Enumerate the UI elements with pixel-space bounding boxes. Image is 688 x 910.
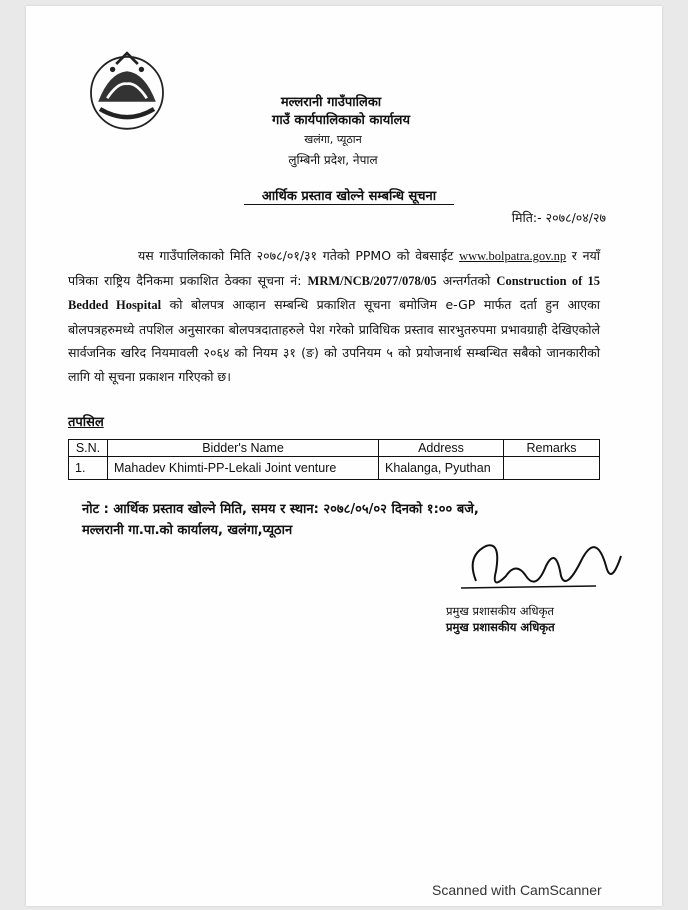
- header-sn: S.N.: [69, 440, 108, 457]
- cell-remarks: [504, 457, 600, 480]
- municipality-name: मल्लरानी गाउँपालिका: [280, 95, 382, 110]
- website-link[interactable]: www.bolpatra.gov.np: [459, 249, 567, 263]
- body-text-3: अन्तर्गतको: [436, 272, 497, 288]
- office-name: गाउँ कार्यपालिकाको कार्यालय: [272, 113, 410, 128]
- notice-title: आर्थिक प्रस्ताव खोल्ने सम्बन्धि सूचना: [244, 186, 454, 205]
- camscanner-watermark: Scanned with CamScanner: [432, 882, 602, 898]
- table-label: तपसिल: [68, 415, 104, 430]
- signatory-title: प्रमुख प्रशासकीय अधिकृत: [446, 604, 554, 618]
- body-text-4: को बोलपत्र आव्हान सम्बन्धि प्रकाशित सूचना बमोजिम e-GP मार्फत दर्ता हुन आएका बोलपत्रहरुमध्ये तपशिल अनुसारका बोलपत्रदाताहरुले पेश गरेको प्राविधिक प्रस्ताव सारभुतरुपमा प्रभावग्राही देखिएकोले सार्वजनिक खरिद नियमावली २०६४ को नियम ३१ (ङ) को उपनियम ५ को प्रयोजनार्थ सम्बन्धित सबैको जानकारीको लागि यो सूचना प्रकाशन गरिएको छ।: [68, 297, 601, 384]
- cell-address: Khalanga, Pyuthan: [379, 457, 504, 480]
- table-row: [69, 457, 600, 480]
- header-address: Address: [379, 440, 504, 457]
- signatory-title-stamp: प्रमुख प्रशासकीय अधिकृत: [446, 620, 555, 634]
- cell-bidder-name: Mahadev Khimti-PP-Lekali Joint venture: [108, 457, 379, 480]
- cell-sn: 1.: [69, 457, 108, 480]
- nepal-emblem-seal: [82, 46, 172, 136]
- notice-body: [68, 244, 600, 388]
- project-name: Construction of 15 Bedded Hospital: [68, 273, 600, 312]
- office-location: खलंगा, प्यूठान: [304, 133, 362, 146]
- header-remarks: Remarks: [504, 440, 600, 457]
- header-bidder-name: Bidder's Name: [108, 440, 379, 457]
- bidder-table: [68, 439, 600, 480]
- notice-date: मिति:- २०७८/०४/२७: [511, 210, 606, 225]
- notice-number: MRM/NCB/2077/078/05: [307, 273, 437, 288]
- note-line-2: मल्लरानी गा.पा.को कार्यालय, खलंगा,प्यूठान: [82, 523, 293, 538]
- office-province: लुम्बिनी प्रदेश, नेपाल: [288, 153, 378, 167]
- note-line-1: नोट : आर्थिक प्रस्ताव खोल्ने मिति, समय र स्थान: २०७८/०५/०२ दिनको १:०० बजे,: [82, 502, 479, 517]
- handwritten-signature: [446, 536, 646, 606]
- table-header-row: [69, 440, 600, 457]
- document-page: [26, 6, 662, 906]
- body-text-1: यस गाउँपालिकाको मिति २०७८/०१/३१ गतेको PPMO को वेबसाईट: [138, 248, 460, 263]
- body-text-2: र नयाँ पत्रिका राष्ट्रिय दैनिकमा प्रकाशित ठेक्का सूचना नं:: [68, 248, 600, 288]
